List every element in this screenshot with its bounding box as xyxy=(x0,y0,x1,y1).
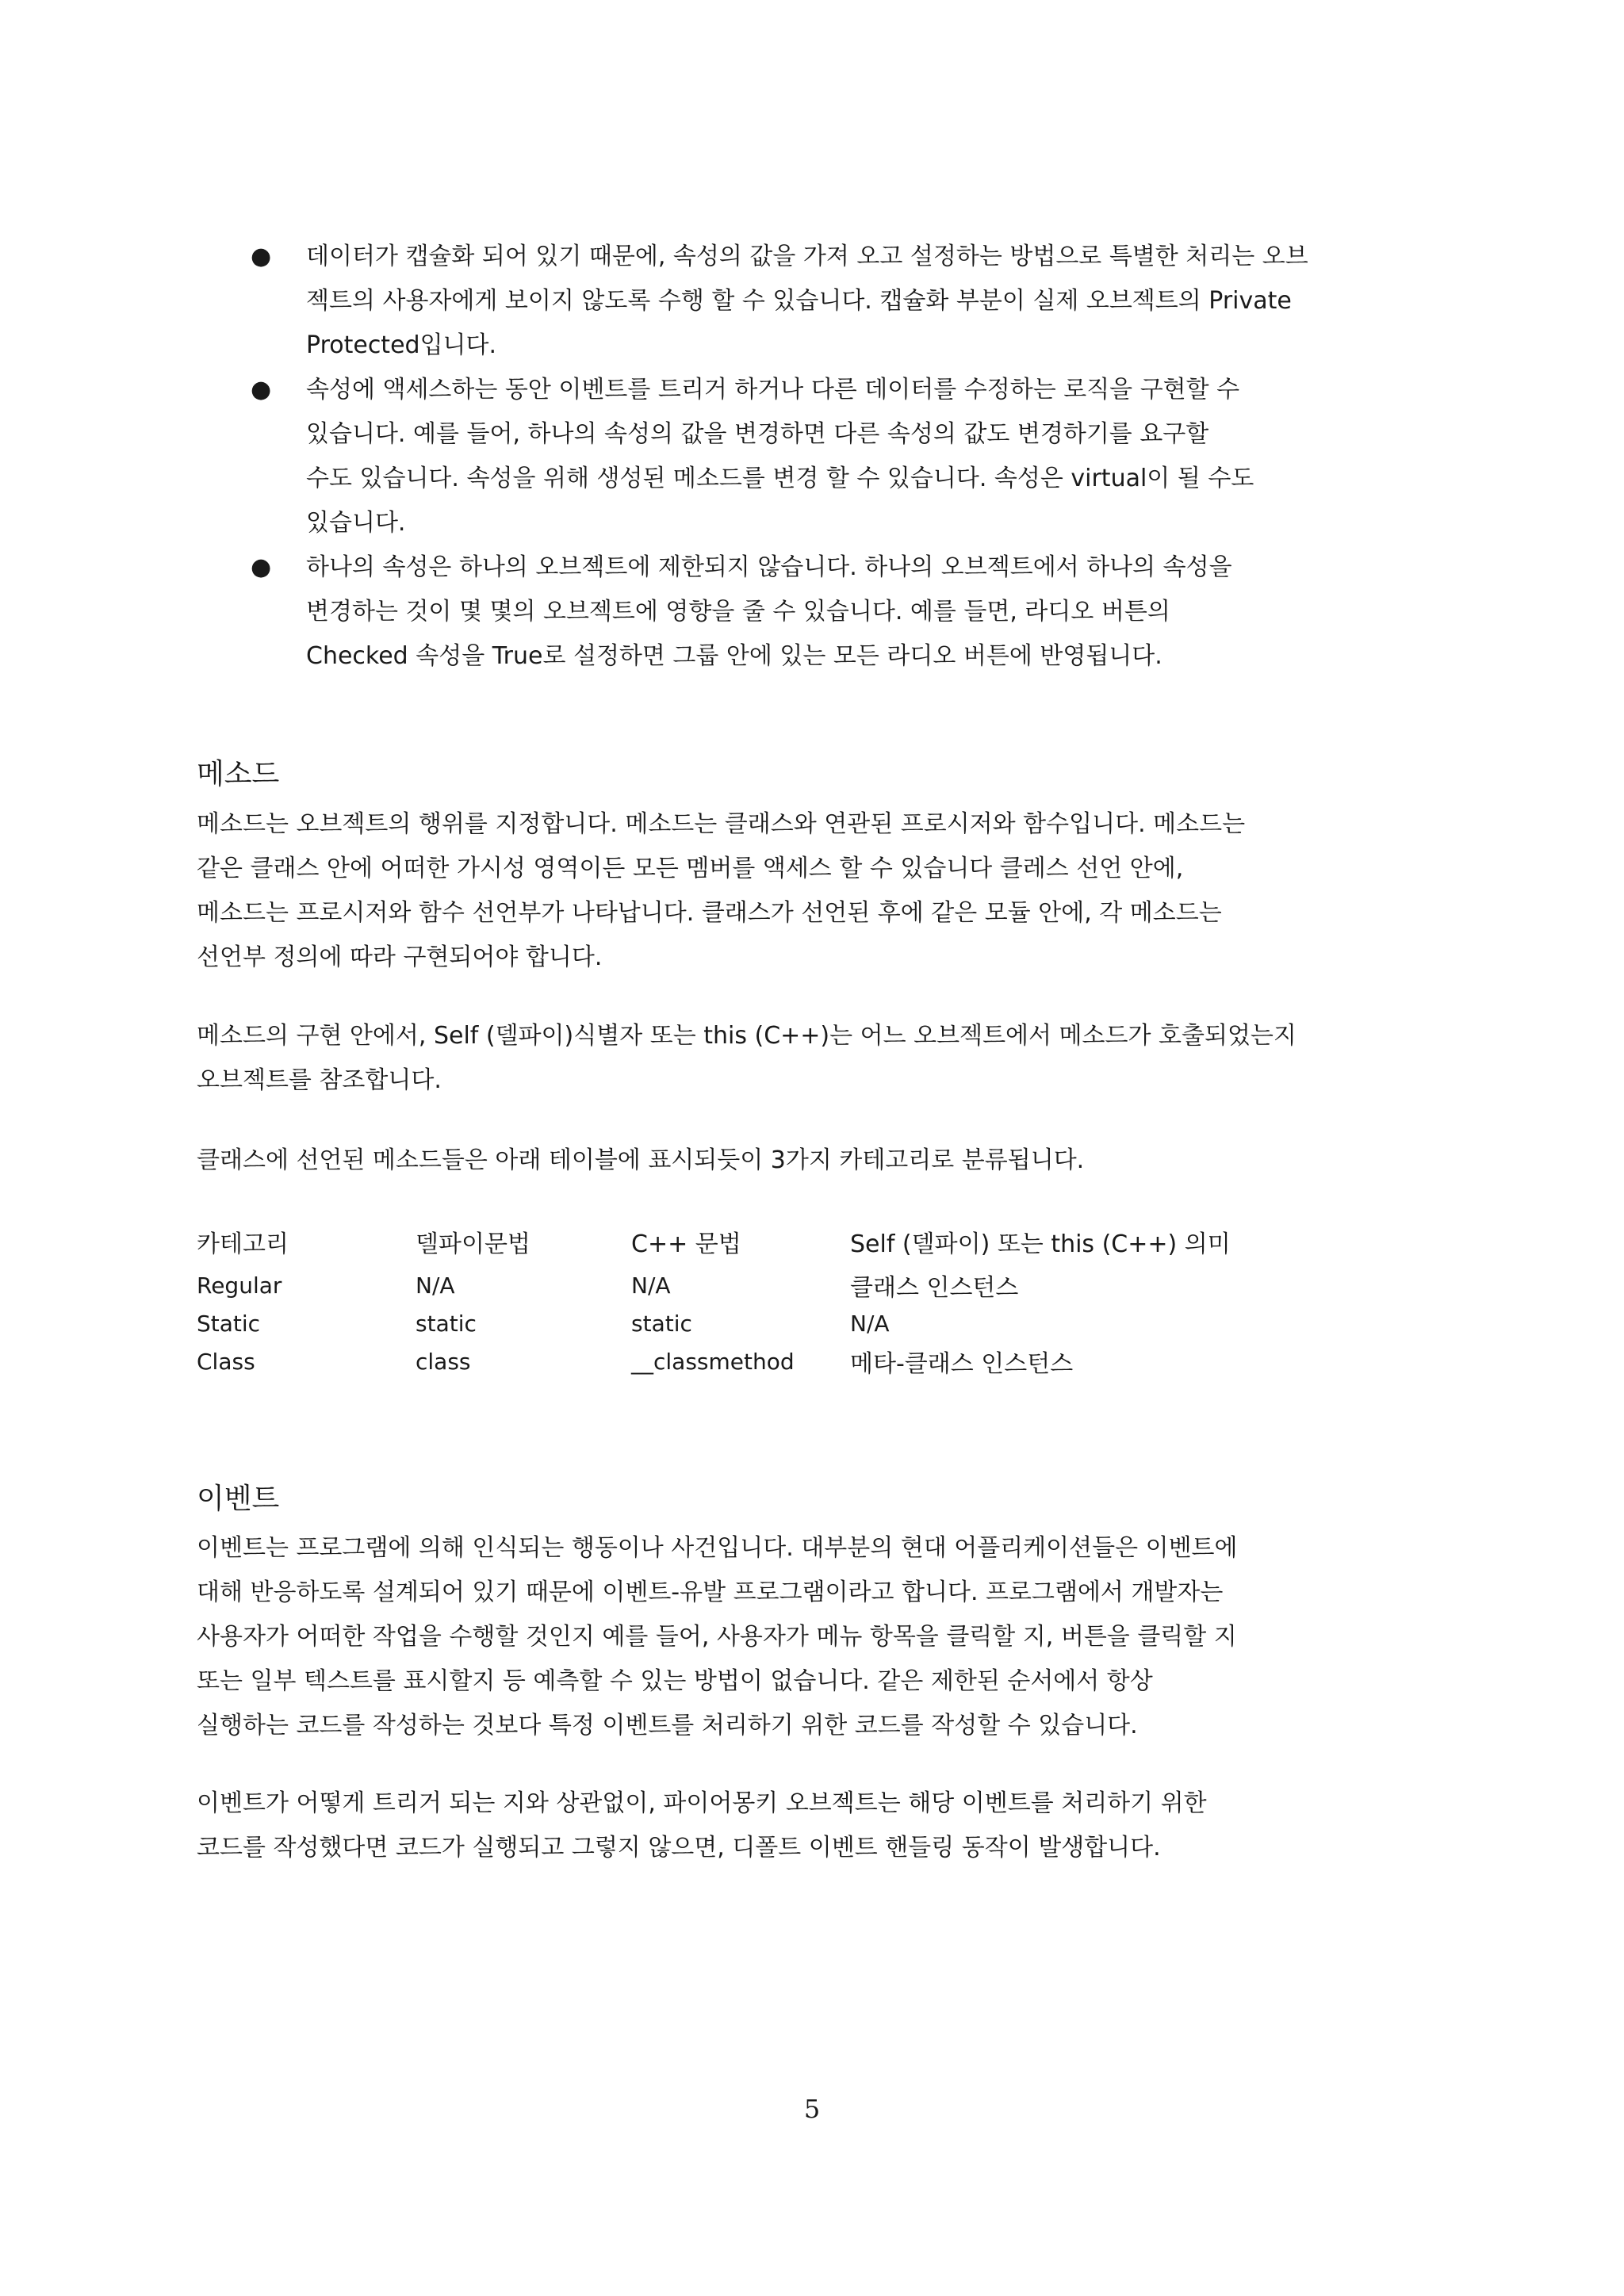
table-cell: static xyxy=(631,1310,692,1337)
text-line: 또는 일부 텍스트를 표시할지 등 예측할 수 있는 방법이 없습니다. 같은 제한된 순서에서 항상 xyxy=(197,1667,1153,1695)
table-cell: static xyxy=(416,1310,477,1337)
table-cell: __classmethod xyxy=(631,1348,795,1375)
table-cell: N/A xyxy=(416,1272,455,1299)
text-line: Checked 속성을 True로 설정하면 그룹 안에 있는 모든 라디오 버튼에 반영됩니다. xyxy=(306,642,1162,670)
text-line: 같은 클래스 안에 어떠한 가시성 영역이든 모든 멤버를 액세스 할 수 있습니다 클레스 선언 안에, xyxy=(197,855,1184,882)
text-line: 속성에 액세스하는 동안 이벤트를 트리거 하거나 다른 데이터를 수정하는 로직을 구현할 수 xyxy=(306,376,1240,404)
table-cell: 클래스 인스턴스 xyxy=(850,1274,1019,1302)
method-categories-table xyxy=(197,1217,1405,1380)
table-cell: Regular xyxy=(197,1272,282,1299)
methods-heading: 메소드 xyxy=(197,758,280,790)
methods-paragraph-2 xyxy=(197,1014,1434,1103)
table-header-row xyxy=(197,1217,1405,1266)
list-item xyxy=(251,545,1424,679)
table-cell: 메타-클래스 인스턴스 xyxy=(850,1350,1074,1378)
methods-paragraph-1 xyxy=(197,802,1434,980)
text-line: 하나의 속성은 하나의 오브젝트에 제한되지 않습니다. 하나의 오브젝트에서 하나의 속성을 xyxy=(306,553,1232,581)
list-item xyxy=(251,368,1424,545)
bullet-icon: ● xyxy=(251,553,272,581)
bullet-icon: ● xyxy=(251,376,272,404)
text-line: 실행하는 코드를 작성하는 것보다 특정 이벤트를 처리하기 위한 코드를 작성할 수 있습니다. xyxy=(197,1712,1138,1739)
text-line: 데이터가 캡슐화 되어 있기 때문에, 속성의 값을 가져 오고 설정하는 방법으로 특별한 처리는 오브 xyxy=(306,243,1308,270)
text-line: 코드를 작성했다면 코드가 실행되고 그렇지 않으면, 디폴트 이벤트 핸들링 동작이 발생합니다. xyxy=(197,1834,1161,1862)
table-row xyxy=(197,1304,1405,1342)
page-number: 5 xyxy=(803,2094,821,2124)
text-line: 선언부 정의에 따라 구현되어야 합니다. xyxy=(197,943,603,971)
table-cell: class xyxy=(416,1348,471,1375)
text-line: 변경하는 것이 몇 몇의 오브젝트에 영향을 줄 수 있습니다. 예를 들면, 라디오 버튼의 xyxy=(306,598,1170,626)
text-line: 이벤트가 어떻게 트리거 되는 지와 상관없이, 파이어몽키 오브젝트는 해당 이벤트를 처리하기 위한 xyxy=(197,1789,1207,1817)
column-header: 델파이문법 xyxy=(416,1230,530,1258)
column-header: Self (델파이) 또는 this (C++) 의미 xyxy=(850,1230,1231,1258)
events-heading: 이벤트 xyxy=(197,1483,280,1515)
text-line: 사용자가 어떠한 작업을 수행할 것인지 예를 들어, 사용자가 메뉴 항목을 클릭할 지, 버튼을 클릭할 지 xyxy=(197,1623,1237,1651)
text-line: 클래스에 선언된 메소드들은 아래 테이블에 표시되듯이 3가지 카테고리로 분류됩니다. xyxy=(197,1146,1085,1174)
property-benefits-list xyxy=(251,235,1424,679)
methods-paragraph-3 xyxy=(197,1138,1434,1183)
table-row xyxy=(197,1266,1405,1304)
text-line: 메소드는 오브젝트의 행위를 지정합니다. 메소드는 클래스와 연관된 프로시저와 함수입니다. 메소드는 xyxy=(197,810,1246,838)
table-row xyxy=(197,1342,1405,1380)
text-line: 대해 반응하도록 설계되어 있기 때문에 이벤트-유발 프로그램이라고 합니다. 프로그램에서 개발자는 xyxy=(197,1578,1224,1606)
column-header: 카테고리 xyxy=(197,1230,289,1258)
table-cell: N/A xyxy=(850,1310,890,1337)
text-line: 있습니다. 예를 들어, 하나의 속성의 값을 변경하면 다른 속성의 값도 변경하기를 요구할 xyxy=(306,420,1209,448)
events-paragraph-2 xyxy=(197,1781,1434,1870)
events-paragraph-1 xyxy=(197,1526,1434,1748)
list-item xyxy=(251,235,1424,368)
text-line: Protected입니다. xyxy=(306,331,497,359)
text-line: 젝트의 사용자에게 보이지 않도록 수행 할 수 있습니다. 캡슐화 부분이 실제 오브젝트의 Private xyxy=(306,287,1292,315)
text-line: 이벤트는 프로그램에 의해 인식되는 행동이나 사건입니다. 대부분의 현대 어플리케이션들은 이벤트에 xyxy=(197,1534,1238,1562)
table-cell: Class xyxy=(197,1348,255,1375)
table-cell: N/A xyxy=(631,1272,671,1299)
text-line: 메소드의 구현 안에서, Self (델파이)식별자 또는 this (C++)는 어느 오브젝트에서 메소드가 호출되었는지 xyxy=(197,1022,1297,1050)
column-header: C++ 문법 xyxy=(631,1230,741,1258)
text-line: 오브젝트를 참조합니다. xyxy=(197,1066,442,1094)
table-cell: Static xyxy=(197,1310,261,1337)
text-line: 메소드는 프로시저와 함수 선언부가 나타납니다. 클래스가 선언된 후에 같은 모듈 안에, 각 메소드는 xyxy=(197,899,1222,927)
text-line: 있습니다. xyxy=(306,509,406,537)
bullet-icon: ● xyxy=(251,243,272,270)
text-line: 수도 있습니다. 속성을 위해 생성된 메소드를 변경 할 수 있습니다. 속성은 virtual이 될 수도 xyxy=(306,465,1254,492)
